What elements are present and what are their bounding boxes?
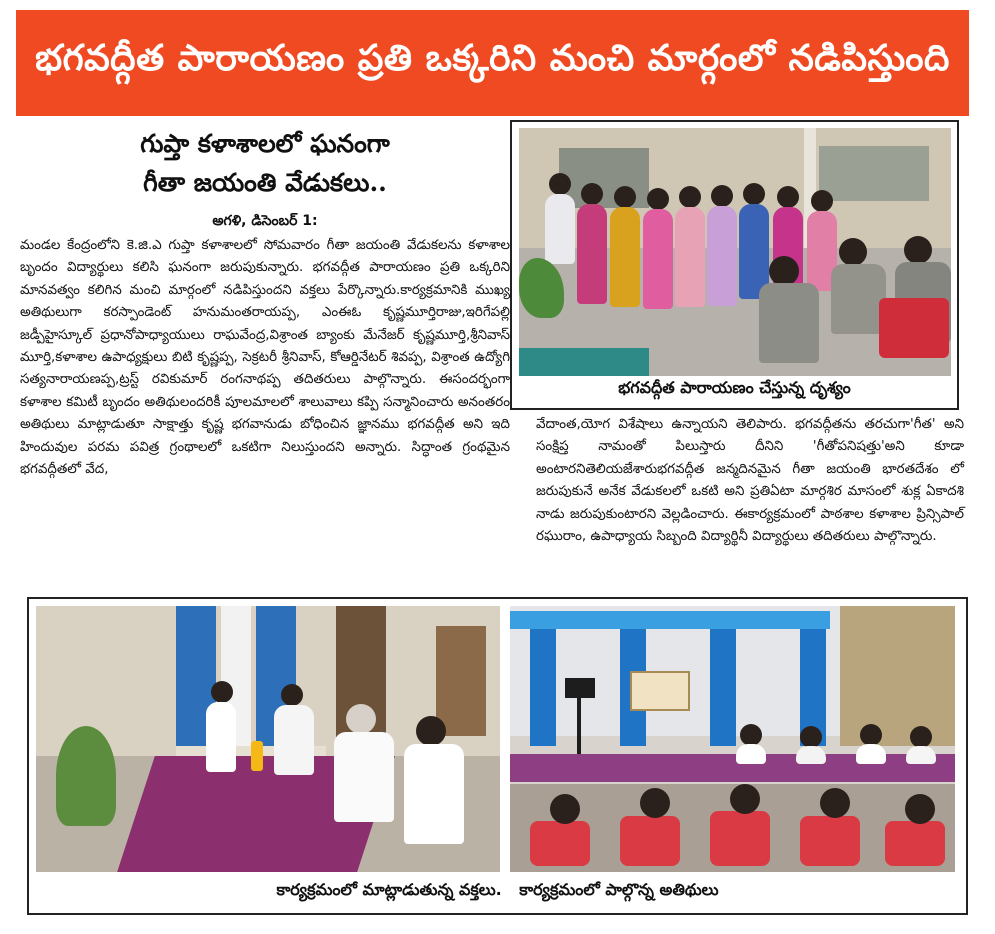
headline-banner <box>16 10 969 116</box>
headline-line-2: గీతా జయంతి వేడుకలు.. <box>143 168 387 197</box>
headline-line-1: గుప్తా కళాశాలలో ఘనంగా <box>140 129 390 158</box>
guests-caption: కార్యక్రమంలో పాల్గొన్న అతిథులు <box>519 880 719 899</box>
bottom-photo-caption <box>29 880 966 903</box>
top-photo-frame <box>510 120 959 410</box>
article-headline <box>22 124 508 202</box>
bottom-photo-frame <box>27 597 968 915</box>
banner-title: భగవద్గీత పారాయణం ప్రతి ఒక్కరిని మంచి మార్గంలో నడిపిస్తుంది <box>35 38 950 79</box>
speakers-photo <box>36 606 500 872</box>
article-dateline: అగళి, డిసెంబర్ 1: <box>212 213 318 229</box>
recitation-photo <box>519 128 951 376</box>
guests-photo <box>510 606 955 872</box>
top-photo-caption: భగవద్గీత పారాయణం చేస్తున్న దృశ్యం <box>618 378 851 397</box>
article-body-right: వేదాంత,యోగ విశేషాలు ఉన్నాయని తెలిపారు. భగవద్గీతను తరచుగా'గీత' అని సంక్షిప్త నామంతో పిలుస్తారు దీనిని 'గీతోపనిషత్తు'అని కూడా అంటారనితెలియజేశారుభగవద్గీత జన్మదినమైన గీతా జయంతి భారతదేశం లో జరుపుకునే అనేక వేడుకలలో ఒకటి అని ప్రతిఏటా మార్గశిర మాసంలో శుక్ల ఏకాదశి నాడు జరుపుకుంటారని వెల్లడించారు. ఈకార్యక్రమంలో పాఠశాల కళాశాల ప్రిన్సిపాల్ రఘురాం, ఉపాధ్యాయ సిబ్బంది విద్యార్థినీ విద్యార్థులు తదితరులు పాల్గొన్నారు. <box>536 417 964 545</box>
article-body-left: మండల కేంద్రంలోని కె.జి.ఎ గుప్తా కళాశాలలో సోమవారం గీతా జయంతి వేడుకలను కళాశాల బృందం విద్యార్థులు కలిసి ఘనంగా జరుపుకున్నారు. భగవద్గీత పారాయణం ప్రతి ఒక్కరిని మానవత్వం కలిగిన మంచి మార్గంలో నడిపిస్తుందని వక్తలు పేర్కొన్నారు.కార్యక్రమానికి ముఖ్య అతిథులుగా కరస్పాండెంట్ హనుమంతరాయప్ప, ఎంఈఓ కృష్ణమూర్తిరాజు,ఇరిగేపల్లి జడ్పీహైస్కూల్ ప్రధానోపాధ్యాయులు రాఘవేంద్ర,విశ్రాంత బ్యాంకు మేనేజర్ కృష్ణమూర్తి,శ్రీనివాస్ మూర్తి,కళాశాల ఉపాధ్యక్షులు బిటి కృష్ణప్ప, సెక్రటరీ శ్రీనివాస్, కోఆర్డినేటర్ శివప్ప, విశ్రాంత ఉద్యోగి సత్యనారాయణప్ప,ట్రస్ట్ రవికుమార్ రంగనాథప్ప తదితరులు పాల్గొన్నారు. ఈసందర్భంగా కళాశాల కమిటీ బృందం అతిథులందరికీ పూలమాలలో శాలువాలు కప్పి సన్మానించారు అనంతరం అతిథులు మాట్లాడుతూ సాక్షాత్తు కృష్ణ భగవానుడు బోధించిన జ్ఞానము భగవద్గీత అని ఇది హిందువుల పరమ పవిత్ర గ్రంథాలలో ఒకటిగా నిలుస్తుందని అన్నారు. సిద్ధాంత గ్రంథమైన భగవద్గీతలో వేద, <box>20 238 510 478</box>
speakers-caption: కార్యక్రమంలో మాట్లాడుతున్న వక్తలు. <box>276 880 502 899</box>
